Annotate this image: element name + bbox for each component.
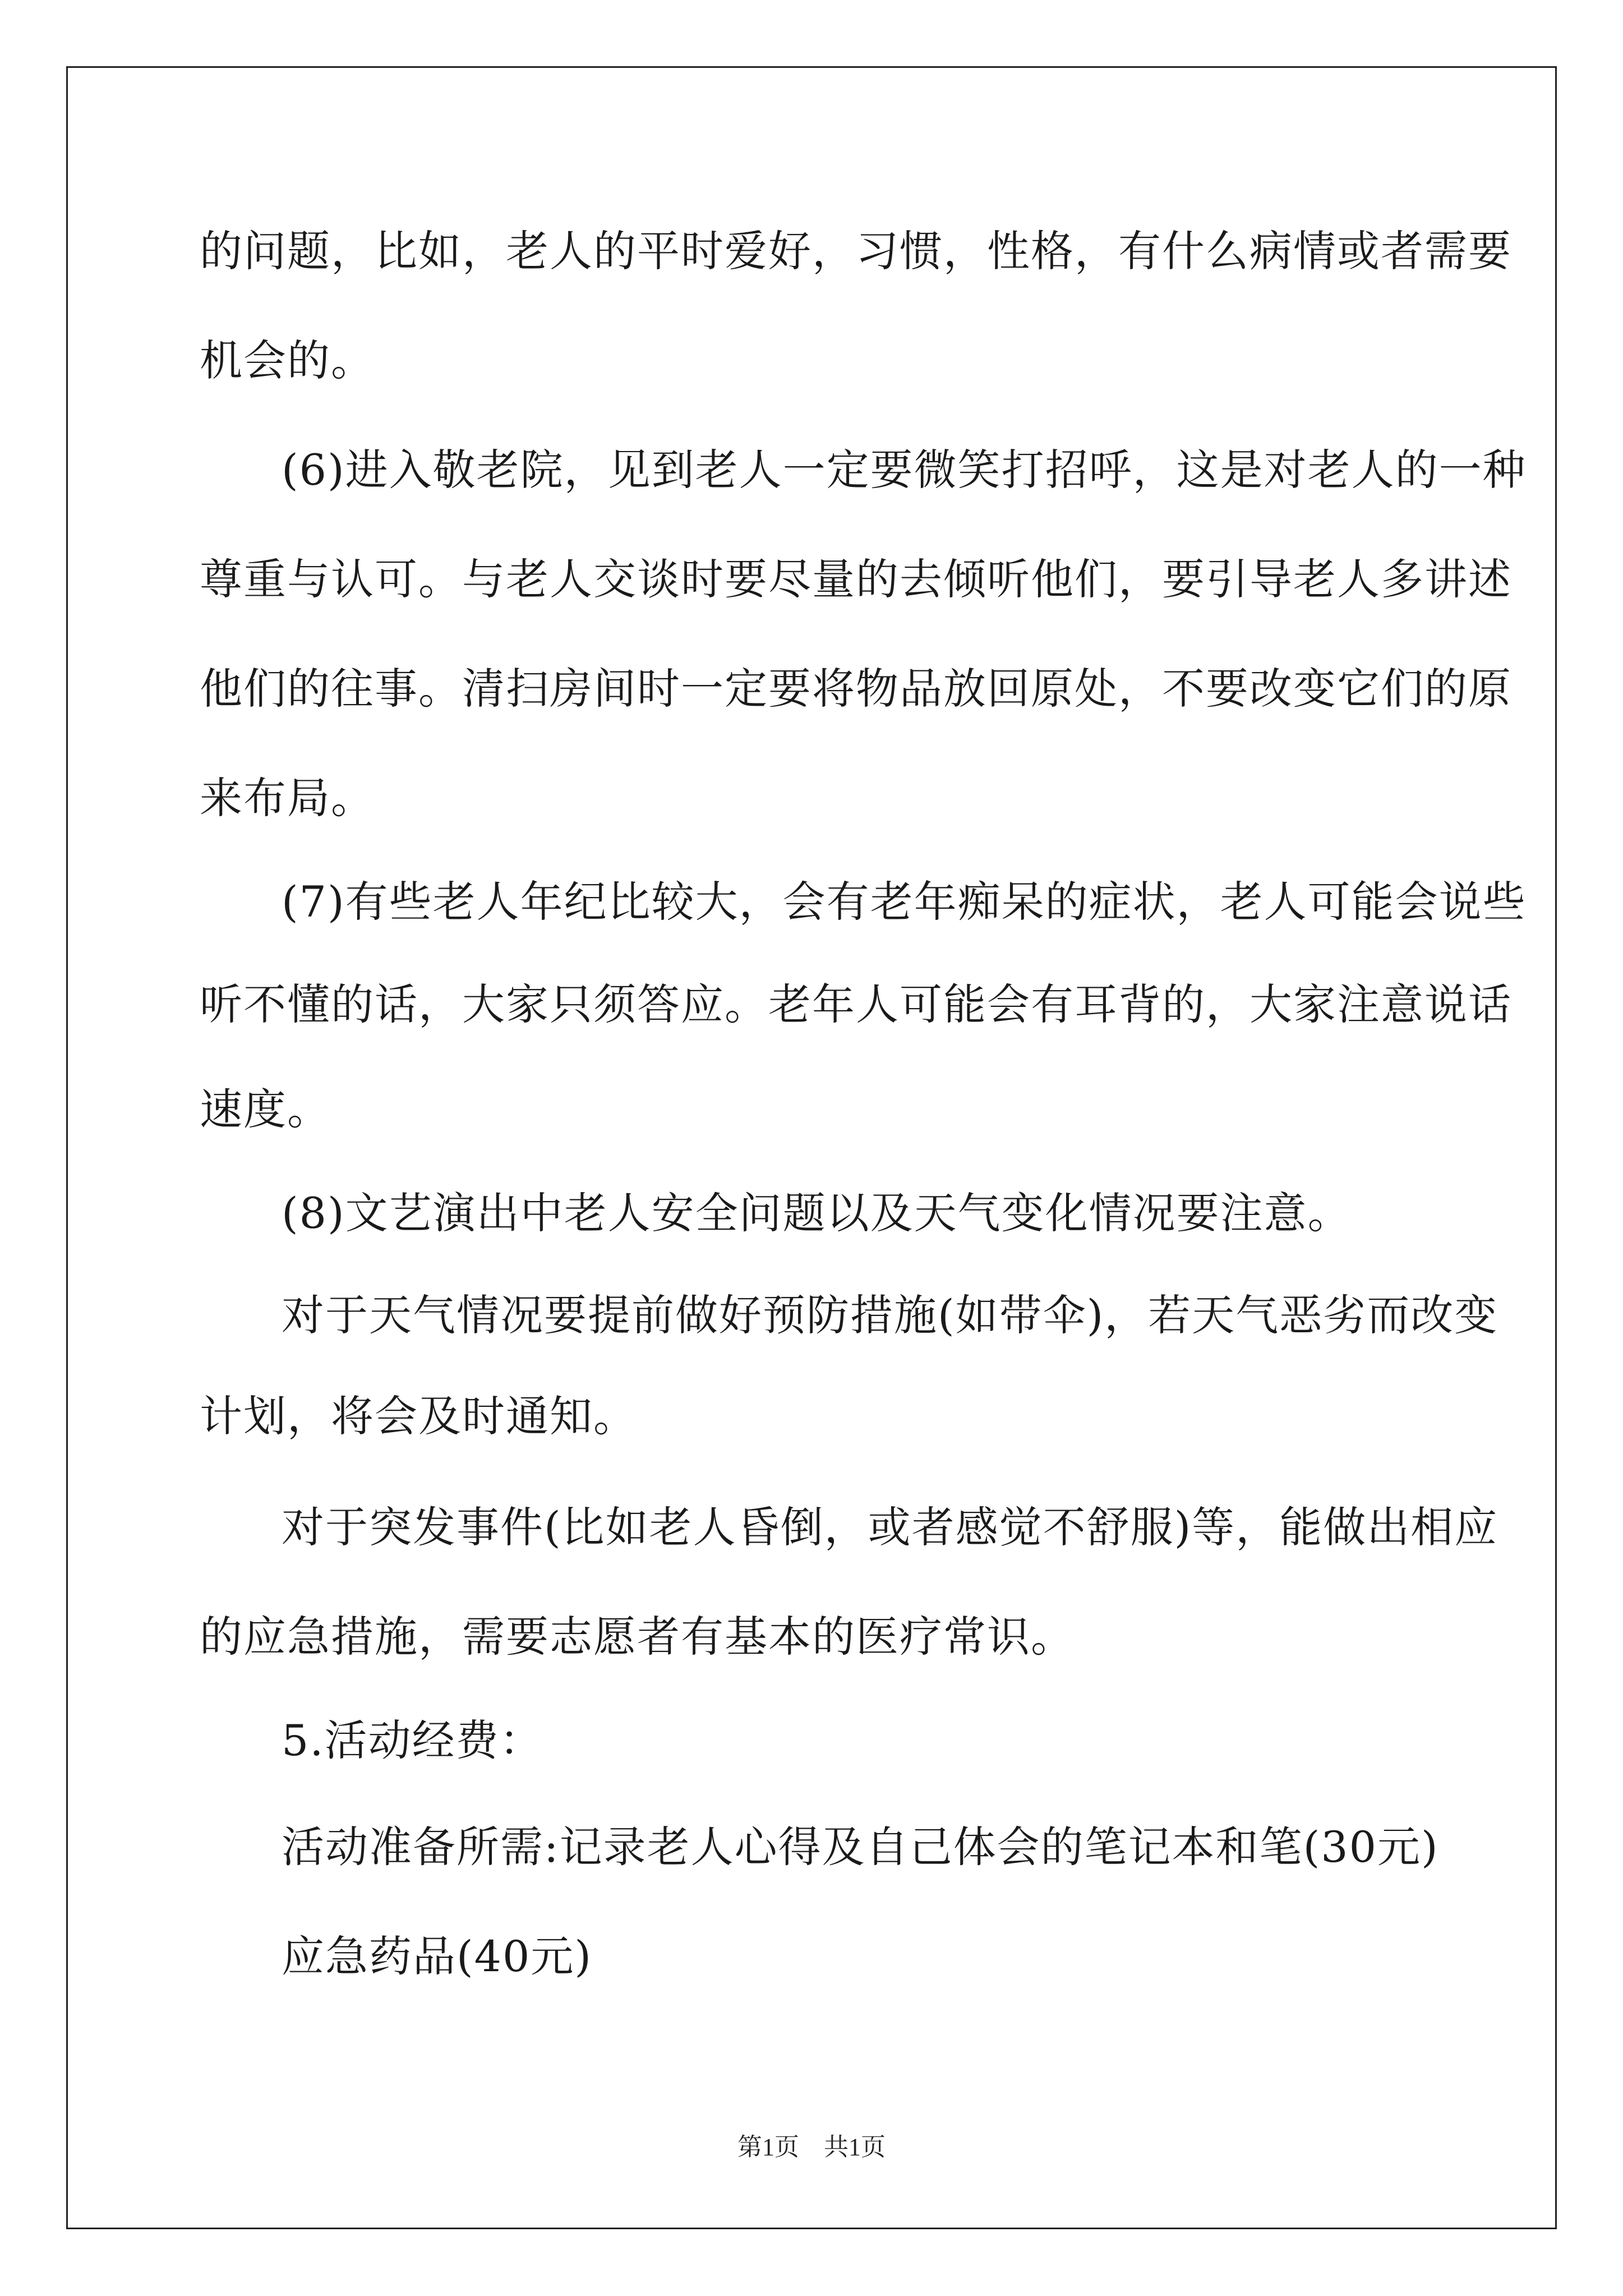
text-line-15: 5.活动经费： [282, 1715, 543, 1765]
text-line-13: 对于突发事件(比如老人昏倒，或者感觉不舒服)等，能做出相应 [282, 1502, 1498, 1552]
text-line-2: 机会的。 [200, 335, 375, 385]
page-number-footer: 第1页 共1页 [737, 2133, 886, 2161]
text-line-11: 对于天气情况要提前做好预防措施(如带伞)，若天气恶劣而改变 [282, 1290, 1498, 1340]
text-line-8: 听不懂的话，大家只须答应。老年人可能会有耳背的，大家注意说话 [200, 979, 1512, 1029]
text-line-7: (7)有些老人年纪比较大，会有老年痴呆的症状，老人可能会说些 [282, 877, 1527, 927]
page-border [66, 66, 1557, 2229]
text-line-5: 他们的往事。清扫房间时一定要将物品放回原处，不要改变它们的原 [200, 664, 1512, 714]
text-line-10: (8)文艺演出中老人安全问题以及天气变化情况要注意。 [282, 1188, 1352, 1238]
text-line-3: (6)进入敬老院，见到老人一定要微笑打招呼，这是对老人的一种 [282, 445, 1527, 495]
text-line-12: 计划，将会及时通知。 [200, 1391, 637, 1441]
text-line-16: 活动准备所需:记录老人心得及自己体会的笔记本和笔(30元) [282, 1822, 1439, 1872]
text-line-6: 来布局。 [200, 773, 375, 823]
text-line-1: 的问题，比如，老人的平时爱好，习惯，性格，有什么病情或者需要 [200, 226, 1512, 276]
text-line-17: 应急药品(40元) [282, 1931, 593, 1981]
text-line-14: 的应急措施，需要志愿者有基本的医疗常识。 [200, 1612, 1075, 1662]
text-line-9: 速度。 [200, 1084, 331, 1134]
text-line-4: 尊重与认可。与老人交谈时要尽量的去倾听他们，要引导老人多讲述 [200, 554, 1512, 604]
